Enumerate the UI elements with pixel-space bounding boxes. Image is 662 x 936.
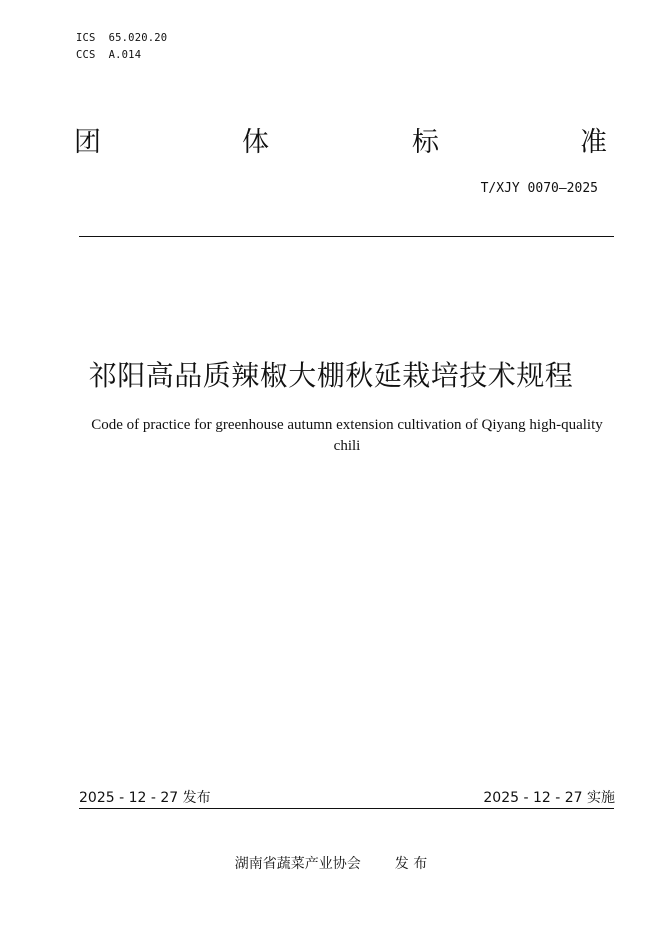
standard-type-char-3: 标 [412, 127, 439, 158]
bottom-divider [79, 808, 614, 809]
issuer-line [0, 854, 662, 874]
implement-date: 2025 - 12 - 27 实施 [483, 790, 615, 806]
issuer-name: 湖南省蔬菜产业协会 [234, 856, 361, 872]
publish-date: 2025 - 12 - 27 发布 [79, 790, 211, 806]
standard-number: T/XJY 0070—2025 [480, 181, 598, 196]
document-title-english: Code of practice for greenhouse autumn extension cultivation of Qiyang high-quality chili [91, 417, 603, 454]
standard-type-char-1: 团 [74, 127, 101, 158]
top-divider [79, 236, 614, 237]
standard-type-char-2: 体 [242, 127, 269, 158]
issue-action: 发 布 [394, 856, 428, 872]
document-title-chinese: 祁阳高品质辣椒大棚秋延栽培技术规程 [88, 359, 574, 392]
ccs-code: CCS A.014 [76, 49, 142, 61]
standard-type-char-4: 准 [580, 127, 607, 158]
ics-code: ICS 65.020.20 [76, 32, 168, 44]
